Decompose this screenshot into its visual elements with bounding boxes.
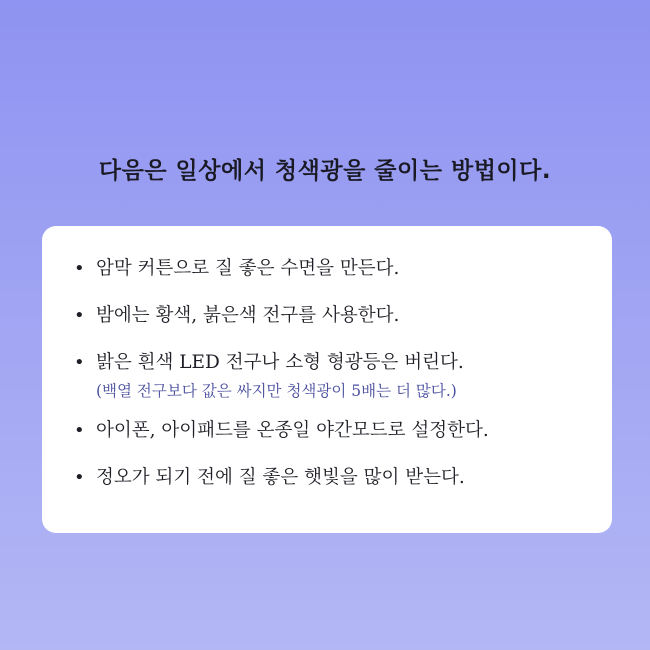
page-title: 다음은 일상에서 청색광을 줄이는 방법이다. [98, 158, 552, 184]
bullet-icon: • [74, 352, 85, 373]
tips-list [62, 256, 592, 491]
tip-text: 밤에는 황색, 붉은색 전구를 사용한다. [96, 305, 400, 326]
tip-text: 암막 커튼으로 질 좋은 수면을 만든다. [96, 258, 400, 279]
tip-text: 밝은 흰색 LED 전구나 소형 형광등은 버린다. [96, 352, 464, 373]
list-item [62, 350, 592, 404]
bullet-icon: • [74, 305, 85, 326]
tip-text: 아이폰, 아이패드를 온종일 야간모드로 설정한다. [96, 420, 489, 441]
bullet-icon: • [74, 420, 85, 441]
list-item [62, 256, 592, 282]
bullet-icon: • [74, 467, 85, 488]
tips-card [42, 226, 612, 533]
list-item [62, 418, 592, 444]
bullet-icon: • [74, 258, 85, 279]
list-item [62, 303, 592, 329]
tip-note: (백열 전구보다 값은 싸지만 청색광이 5배는 더 많다.) [96, 382, 457, 400]
tip-text: 정오가 되기 전에 질 좋은 햇빛을 많이 받는다. [96, 467, 465, 488]
list-item [62, 465, 592, 491]
